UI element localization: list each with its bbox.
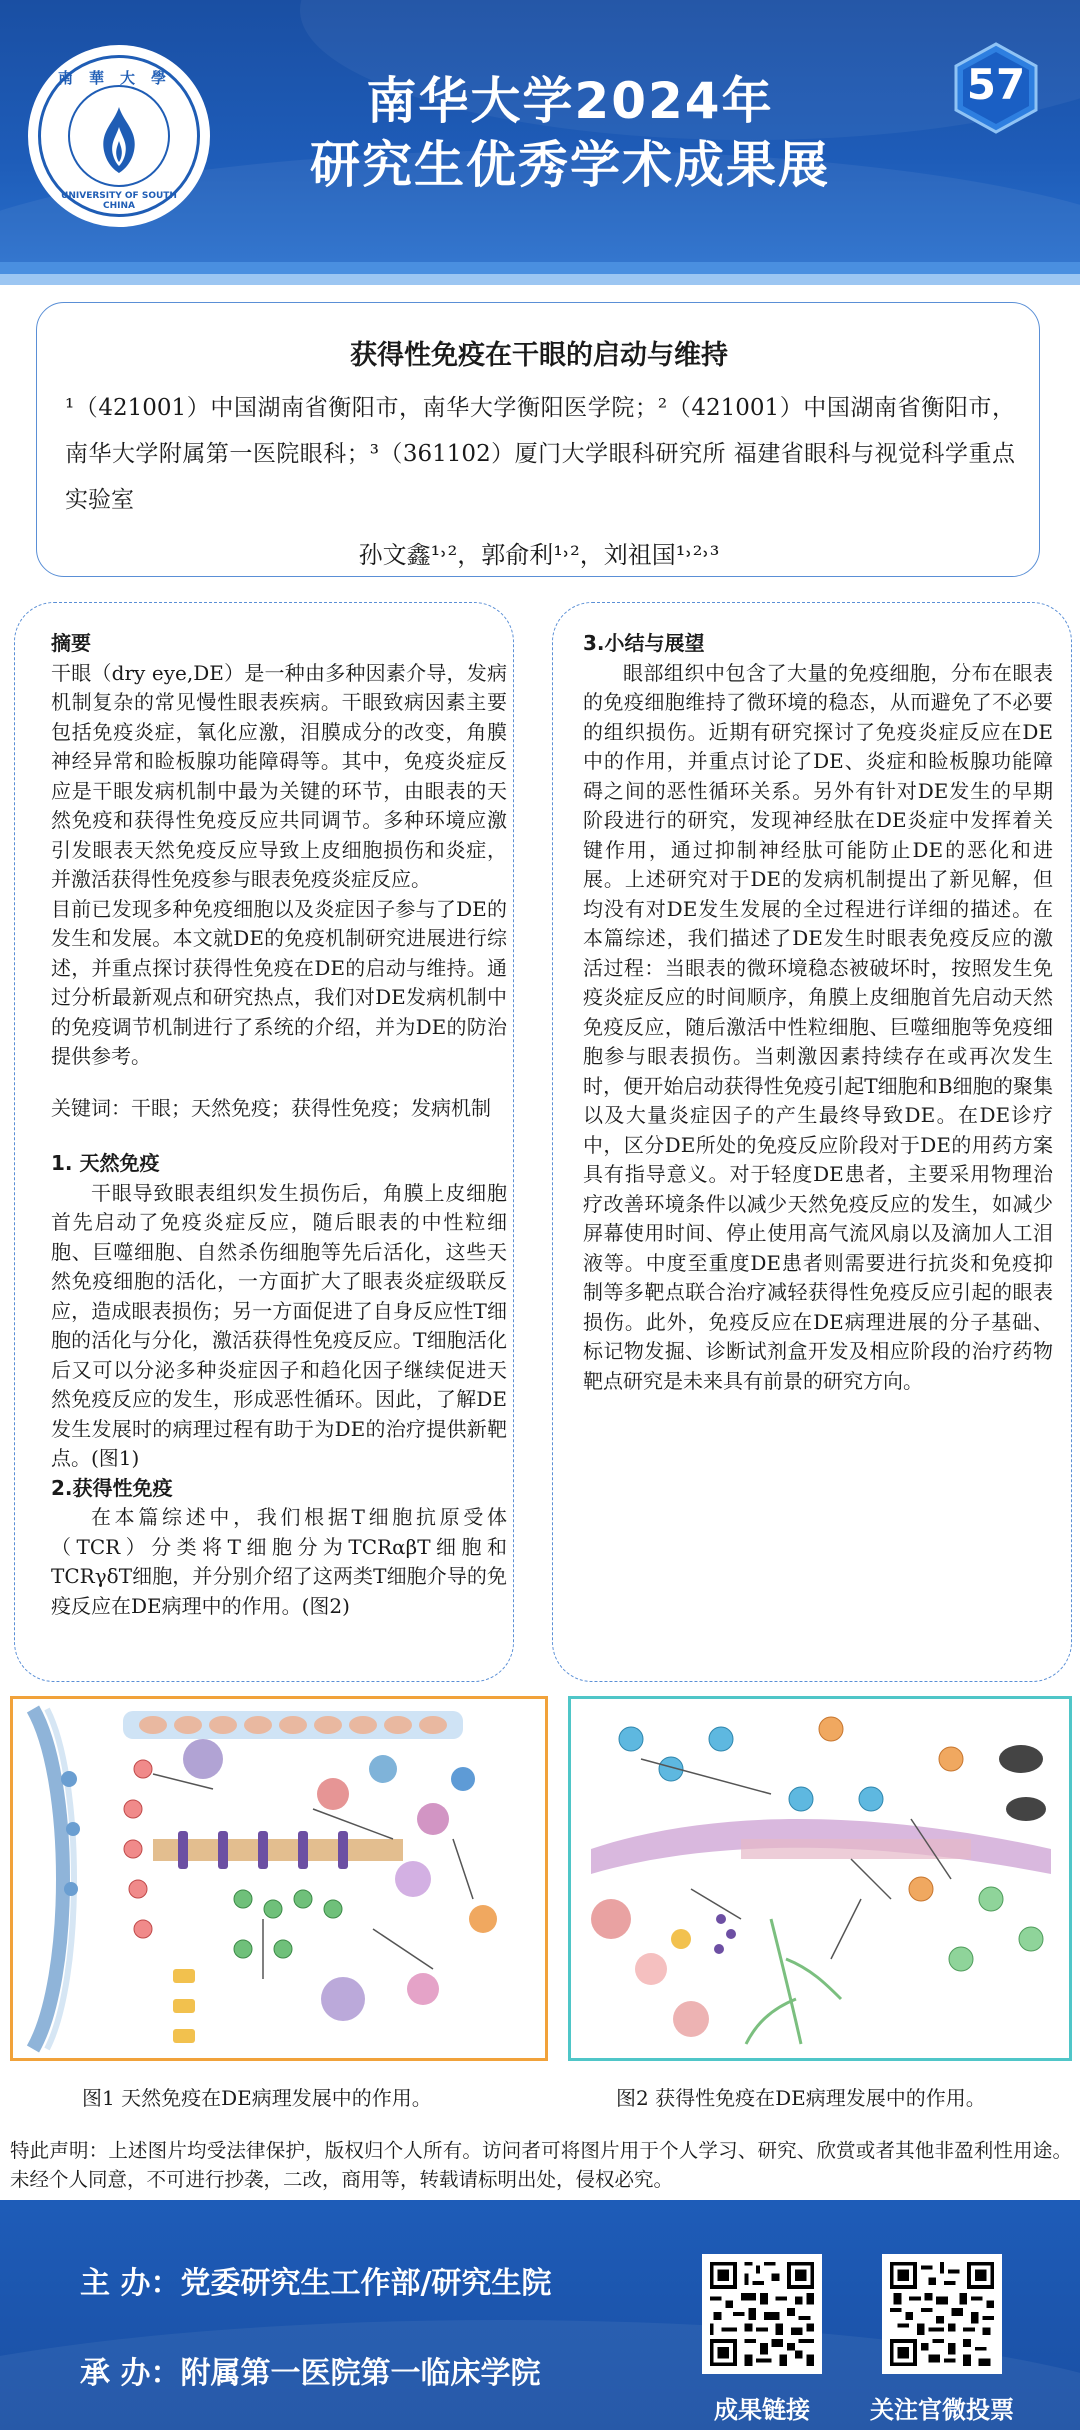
logo-seal-en: UNIVERSITY OF SOUTH CHINA xyxy=(61,191,177,211)
qr-code-official-account[interactable] xyxy=(882,2254,1002,2374)
header-stripe xyxy=(0,262,1080,274)
section-heading-summary: 3.小结与展望 xyxy=(583,631,705,655)
section-text-innate: 干眼导致眼表组织发生损伤后，角膜上皮细胞首先启动了免疫炎症反应，随后眼表的中性粒细胞、巨噬细胞、自然杀伤细胞等先后活化，这些天然免疫细胞的活化，一方面扩大了眼表炎症级联反应，造成眼表损伤；另一方面促进了自身反应性T细胞的活化与分化，激活获得性免疫反应。T细胞活化后又可以分泌多种炎症因子和趋化因子继续促进天然免疫反应的发生，形成恶性循环。因此，了解DE发生发展时的病理过程有助于为DE的治疗提供新靶点。(图1) xyxy=(51,1180,507,1470)
exhibition-title xyxy=(240,70,900,198)
organizer: 主 办：党委研究生工作部/研究生院 xyxy=(80,2266,552,2301)
co-organizer: 承 办：附属第一医院第一临床学院 xyxy=(80,2356,541,2391)
poster-footer xyxy=(0,2200,1080,2430)
figure-2-illustration xyxy=(571,1699,1069,2058)
section-heading-adaptive: 2.获得性免疫 xyxy=(51,1475,173,1500)
authors: 孙文鑫¹˒²，郭俞利¹˒²，刘祖国¹˒²˒³ xyxy=(358,541,720,569)
poster-header xyxy=(0,0,1080,285)
abstract-heading: 摘要 xyxy=(51,631,91,655)
university-logo xyxy=(28,45,210,227)
qr-code-icon xyxy=(706,2258,818,2370)
right-column-box xyxy=(552,602,1072,1682)
logo-seal-cn: 南華大學 xyxy=(57,69,182,87)
paper-title-card xyxy=(36,302,1040,577)
qr-label-achievement-link: 成果链接 xyxy=(714,2396,810,2424)
poster-number-badge xyxy=(948,40,1044,136)
figure-2 xyxy=(568,1696,1072,2061)
affiliations: ¹（421001）中国湖南省衡阳市，南华大学衡阳医学院；²（421001）中国湖南省衡阳市，南华大学附属第一医院眼科；³（361102）厦门大学眼科研究所 福建省眼科与视觉科学重点实验室 xyxy=(65,395,1015,513)
section-heading-innate: 1. 天然免疫 xyxy=(51,1151,160,1175)
section-text-summary: 眼部组织中包含了大量的免疫细胞，分布在眼表的免疫细胞维持了微环境的稳态，从而避免了不必要的组织损伤。近期有研究探讨了免疫炎症反应在DE中的作用，并重点讨论了DE、炎症和睑板腺功能障碍之间的恶性循环关系。另外有针对DE发生的早期阶段进行的研究，发现神经肽在DE炎症中发挥着关键作用，通过抑制神经肽可能防止DE的恶化和进展。上述研究对于DE的发病机制提出了新见解，但均没有对DE发生发展的全过程进行详细的描述。在本篇综述，我们描述了DE发生时眼表免疫反应的激活过程：当眼表的微环境稳态被破坏时，按照发生免疫炎症反应的时间顺序，角膜上皮细胞首先启动天然免疫反应，随后激活中性粒细胞、巨噬细胞等免疫细胞参与眼表损伤。当刺激因素持续存在或再次发生时，便开始启动获得性免疫引起T细胞和B细胞的聚集以及大量炎症因子的产生最终导致DE。在DE诊疗中，区分DE所处的免疫反应阶段对于DE的用药方案具有指导意义。对于轻度DE患者，主要采用物理治疗改善环境条件以减少天然免疫反应的发生，如减少屏幕使用时间、停止使用高气流风扇以及滴加人工泪液等。中度至重度DE患者则需要进行抗炎和免疫抑制等多靶点联合治疗减轻获得性免疫反应引起的眼表损伤。此外，免疫反应在DE病理进展的分子基础、标记物发掘、诊断试剂盒开发及相应阶段的治疗药物靶点研究是未来具有前景的研究方向。 xyxy=(583,660,1053,1393)
qr-code-achievement-link[interactable] xyxy=(702,2254,822,2374)
exhibition-title-line1: 南华大学2024年 xyxy=(366,72,774,130)
keywords: 关键词：干眼；天然免疫；获得性免疫；发病机制 xyxy=(51,1095,491,1120)
abstract-paragraph: 目前已发现多种免疫细胞以及炎症因子参与了DE的发生和发展。本文就DE的免疫机制研究进展进行综述，并重点探讨获得性免疫在DE的启动与维持。通过分析最新观点和研究热点，我们对DE发病机制中的免疫调节机制进行了系统的介绍，并为DE的防治提供参考。 xyxy=(51,896,507,1068)
paper-title: 获得性免疫在干眼的启动与维持 xyxy=(350,340,728,371)
copyright-notice: 特此声明：上述图片均受法律保护，版权归个人所有。访问者可将图片用于个人学习、研究、欣赏或者其他非盈利性用途。未经个人同意，不可进行抄袭，二改，商用等，转载请标明出处，侵权必究。 xyxy=(10,2139,1072,2191)
figure-2-caption: 图2 获得性免疫在DE病理发展中的作用。 xyxy=(616,2086,986,2110)
qr-label-official-account: 关注官微投票 xyxy=(870,2396,1014,2424)
poster-number: 57 xyxy=(966,60,1026,109)
figure-1-caption: 图1 天然免疫在DE病理发展中的作用。 xyxy=(82,2086,432,2110)
qr-code-icon xyxy=(886,2258,998,2370)
left-column-content xyxy=(51,629,507,1621)
exhibition-title-line2: 研究生优秀学术成果展 xyxy=(310,136,830,194)
right-column-content xyxy=(583,629,1053,1396)
abstract-paragraph: 干眼（dry eye,DE）是一种由多种因素介导，发病机制复杂的常见慢性眼表疾病。干眼致病因素主要包括免疫炎症，氧化应激，泪膜成分的改变，角膜神经异常和睑板腺功能障碍等。其中，免疫炎症反应是干眼发病机制中最为关键的环节，由眼表的天然免疫和获得性免疫反应共同调节。多种环境应激引发眼表天然免疫反应导致上皮细胞损伤和炎症，并激活获得性免疫参与眼表免疫炎症反应。 xyxy=(51,660,507,891)
section-text-adaptive: 在本篇综述中，我们根据T细胞抗原受体（TCR）分类将T细胞分为TCRαβT细胞和TCRγδT细胞，并分别介绍了这两类T细胞介导的免疫反应在DE病理中的作用。(图2) xyxy=(51,1505,507,1618)
left-column-box xyxy=(14,602,514,1682)
header-stripe xyxy=(0,274,1080,285)
figure-1-illustration xyxy=(13,1699,545,2058)
logo-flame-icon xyxy=(94,105,144,175)
figure-1 xyxy=(10,1696,548,2061)
